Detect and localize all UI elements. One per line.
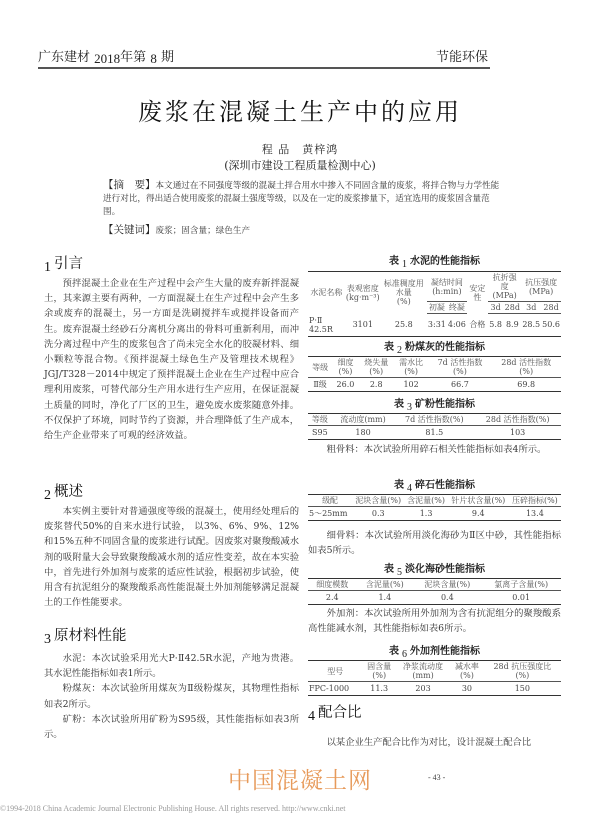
col-header: 烧失量 (%) [359, 357, 394, 378]
journal-year: 2018 [94, 51, 121, 66]
cell: 150 [514, 684, 530, 693]
paragraph: 本实例主要针对普通强度等级的混凝土，使用经处理后的废浆替代50%的自来水进行试验， 以3%、6%、9%、12%和15%五种不同固含量的废浆进行试配。因废浆对聚羧酸减水剂的吸附量大会导致聚羧酸减水剂的适应性变差，故在本实验中，首先进行外加剂与废浆的适应性试验，根据初步试验，使用含有抗泥组分的聚羧酸系高性能混凝土外加剂能够满足混凝土的工作性能要求。 [44, 506, 299, 609]
table-3-caption [308, 395, 561, 413]
table-title: 淡化海砂性能指标 [405, 564, 485, 575]
issue-suffix: 期 [160, 50, 174, 65]
table-number: 4 [407, 483, 412, 494]
col-header: 净浆流动度 (mm) [396, 661, 450, 682]
coarse-aggregate-text [308, 442, 561, 457]
table-6 [308, 660, 561, 696]
cell: 0.01 [512, 593, 531, 602]
paragraph-cement: 水泥：本次试验采用光大P·Ⅱ42.5R水泥，产地为贵港。其水泥性能指标如表1所示。 [44, 653, 299, 680]
section-number: 1 [44, 260, 51, 275]
cell: 5～25mm [309, 509, 348, 518]
section-title: 概述 [54, 484, 83, 500]
paragraph: 以某企业生产配合比作为对比，设计混凝土配合比 [326, 737, 532, 748]
col-header: 减水率 (%) [450, 661, 484, 682]
header-divider [38, 67, 490, 69]
section-label: 节能环保 [435, 50, 488, 65]
col-header: 7d 活性指数(%) [394, 414, 474, 426]
cell: 0.4 [440, 593, 454, 602]
paragraph: 粗骨料：本次试验所用碎石相关性能指标如表4所示。 [326, 444, 547, 455]
col-header: 含泥量(%) [356, 579, 413, 591]
table-1-caption [308, 252, 561, 270]
table-1 [308, 271, 561, 337]
cell: 180 [355, 428, 371, 437]
journal-name: 广东建材 [38, 50, 91, 65]
cell: 9.4 [471, 509, 485, 518]
table-1-block [308, 252, 561, 337]
col-subheader: 28d [541, 302, 561, 314]
col-header: 表观密度 (kg·m⁻³) [345, 283, 380, 302]
keywords [103, 222, 503, 237]
section-heading-overview [44, 480, 299, 501]
table-row [308, 426, 561, 440]
col-header: 泥块含量(%) [352, 495, 404, 507]
keywords-label: 【关键词】 [103, 224, 156, 236]
col-header: 等级 [308, 414, 332, 426]
table-6-caption [308, 642, 561, 660]
table-number: 2 [397, 345, 402, 356]
cell: 25.8 [394, 320, 413, 329]
cell: 13.4 [525, 509, 544, 518]
col-header: 泥块含量(%) [413, 579, 481, 591]
article-title: 废浆在混凝土生产中的应用 [138, 98, 462, 126]
cell: FPC-1000 [309, 684, 350, 693]
table-title: 碎石性能指标 [415, 480, 475, 491]
table-prefix: 表 [394, 480, 404, 491]
fine-aggregate-text [308, 528, 561, 558]
col-header: 需水比 (%) [394, 357, 429, 378]
paragraph: 预拌混凝土企业在生产过程中会产生大量的废弃新拌混凝土，其来源主要有两种，一方面混凝土在生产过程中会产生多余或废弃的混凝土，另一方面是洗刷搅拌车或搅拌设备而产生。废弃混凝土经砂石分离机分离出的骨料可重新利用，而冲洗分离过程中产生的废浆包含了尚未完全水化的胶凝材料、细小颗粒等混合物。《预拌混凝土绿色生产及管理技术规程》JGJ/T328－2014中规定了预拌混凝土企业在生产过程中应合理利用废浆，可替代部分生产用水进行生产应用，在保证混凝土质量的同时，净化了厂区的卫生，避免废水废浆随意外排。不仅保护了环境，同时节约了资源，并合理降低了生产成本，给生产企业带来了可观的经济效益。 [44, 278, 299, 442]
section-title: 引言 [54, 256, 83, 272]
table-4 [308, 494, 561, 521]
col-header: 凝结时间 (h:min) [427, 272, 467, 302]
table-row [308, 682, 561, 696]
abstract-label: 【摘 要】 [103, 179, 156, 191]
table-6-block [308, 642, 561, 696]
col-header: 抗折强度 (MPa) [488, 272, 521, 302]
cell: 3:31 [427, 320, 446, 330]
cell: 26.0 [336, 380, 355, 389]
cell: 28.5 [522, 320, 541, 330]
issue-number: 8 [150, 51, 157, 66]
table-5-block [308, 560, 561, 605]
cell: 66.7 [451, 380, 469, 389]
cell: S95 [312, 428, 328, 437]
cell: Ⅱ级 [313, 380, 327, 389]
section-heading-mix-ratio [308, 701, 561, 722]
mix-ratio-body [308, 735, 561, 750]
section-number: 3 [44, 632, 51, 647]
col-header: 型号 [308, 661, 362, 682]
col-header: 针片状含量(%) [448, 495, 509, 507]
cell: 1.3 [419, 509, 433, 518]
table-row [308, 378, 561, 392]
cell: P·Ⅱ 42.5R [309, 315, 333, 334]
paragraph: 细骨料：本次试验所用淡化海砂为Ⅱ区中砂，其性能指标如表5所示。 [308, 530, 561, 557]
cell: 合格 [469, 320, 486, 329]
col-subheader: 终凝 [448, 303, 465, 312]
table-prefix: 表 [389, 256, 399, 267]
table-2 [308, 356, 561, 392]
cell: 69.8 [517, 380, 536, 389]
col-header: 抗压强度 (MPa) [521, 272, 561, 302]
cell: 102 [403, 380, 419, 389]
col-header: 安定性 [469, 283, 486, 302]
table-2-block [308, 338, 561, 392]
table-title: 水泥的性能指标 [410, 256, 480, 267]
cell: 2.4 [325, 593, 339, 602]
col-header: 氯离子含量(%) [481, 579, 561, 591]
watermark-logo-text: 中国混凝土网 [228, 768, 372, 794]
col-header: 标准稠度用水量 (%) [383, 279, 424, 307]
section-title: 原材料性能 [54, 628, 127, 644]
table-row [308, 314, 561, 337]
section-heading-materials [44, 624, 299, 645]
table-3-block [308, 395, 561, 440]
col-subheader: 3d [521, 302, 541, 314]
table-number: 1 [402, 259, 407, 270]
col-header: 压碎指标(%) [509, 495, 561, 507]
col-header: 等级 [308, 357, 332, 378]
materials-body [44, 651, 299, 742]
cell: 103 [510, 428, 526, 437]
col-header: 细度模数 [308, 579, 356, 591]
cell: 8.9 [505, 320, 519, 330]
cell: 4:06 [447, 320, 466, 330]
table-prefix: 表 [384, 564, 394, 575]
col-header: 细度 (%) [332, 357, 359, 378]
table-3 [308, 413, 561, 440]
article-authors: 程 品 黄梓鸿 [261, 143, 339, 156]
col-header: 28d 活性指数 (%) [491, 357, 561, 378]
year-suffix: 年第 [120, 50, 147, 65]
col-header: 28d 活性指数(%) [474, 414, 561, 426]
article-affiliation: (深圳市建设工程质量检测中心) [224, 159, 376, 172]
introduction-body [44, 276, 299, 443]
table-prefix: 表 [384, 342, 394, 353]
cell: 0.3 [371, 509, 385, 518]
table-2-caption [308, 338, 561, 356]
cell: 11.3 [370, 684, 389, 693]
col-header: 水泥名称 [310, 288, 343, 298]
copyright-notice: ©1994-2018 China Academic Journal Electronic Publishing House. All rights reserved. http://www.cnki.net [0, 804, 346, 813]
table-title: 粉煤灰的性能指标 [405, 342, 485, 353]
cell: 81.5 [425, 428, 444, 437]
table-5 [308, 578, 561, 605]
cell: 1.4 [378, 593, 392, 602]
paragraph-slag: 矿粉：本次试验所用矿粉为S95级，其性能指标如表3所示。 [44, 713, 299, 741]
table-title: 外加剂性能指标 [410, 646, 480, 657]
col-header: 28d 抗压强度比 (%) [484, 661, 561, 682]
col-header: 流动度(mm) [332, 414, 395, 426]
section-title: 配合比 [318, 705, 362, 721]
abstract [103, 179, 503, 219]
table-row [308, 591, 561, 605]
keywords-text: 废浆；固含量；绿色生产 [155, 226, 251, 236]
table-row [308, 507, 561, 521]
table-5-caption [308, 560, 561, 578]
table-prefix: 表 [394, 399, 404, 410]
table-number: 5 [397, 567, 402, 578]
paragraph: 外加剂：本次试验所用外加剂为含有抗泥组分的聚羧酸系高性能减水剂，其性能指标如表6所示。 [308, 608, 561, 635]
table-4-block [308, 476, 561, 521]
section-number: 4 [308, 709, 315, 724]
cell: 50.6 [542, 320, 560, 330]
cell: 30 [461, 684, 473, 693]
col-header: 级配 [308, 495, 352, 507]
table-4-caption [308, 476, 561, 494]
cell: 203 [415, 684, 431, 693]
table-number: 3 [407, 402, 412, 413]
table-title: 矿粉性能指标 [415, 399, 475, 410]
col-subheader: 初凝 [428, 303, 445, 312]
cell: 3101 [352, 320, 373, 329]
col-header: 固含量 (%) [362, 661, 396, 682]
col-header: 含泥量(%) [404, 495, 447, 507]
running-header [38, 46, 488, 65]
admixture-text [308, 606, 561, 636]
col-subheader: 3d [488, 302, 503, 314]
abstract-text: 本文通过在不同强度等级的混凝土拌合用水中掺入不同固含量的废浆，将拌合物与力学性能进行对比，得出适合使用废浆的混凝土强度等级，以及在一定的废浆掺量下，适宜选用的废浆固含量范围。 [103, 181, 500, 217]
paragraph-flyash: 粉煤灰：本次试验所用煤灰为Ⅱ级粉煤灰，其物理性指标如表2所示。 [44, 683, 299, 710]
table-number: 6 [402, 649, 407, 660]
overview-body [44, 504, 299, 610]
cell: 2.8 [369, 380, 383, 389]
page-number: - 43 - [428, 773, 446, 782]
table-prefix: 表 [389, 646, 399, 657]
section-number: 2 [44, 488, 51, 503]
cell: 5.8 [489, 320, 502, 330]
col-subheader: 28d [504, 303, 520, 312]
section-heading-introduction [44, 252, 299, 273]
col-header: 7d 活性指数 (%) [429, 357, 492, 378]
